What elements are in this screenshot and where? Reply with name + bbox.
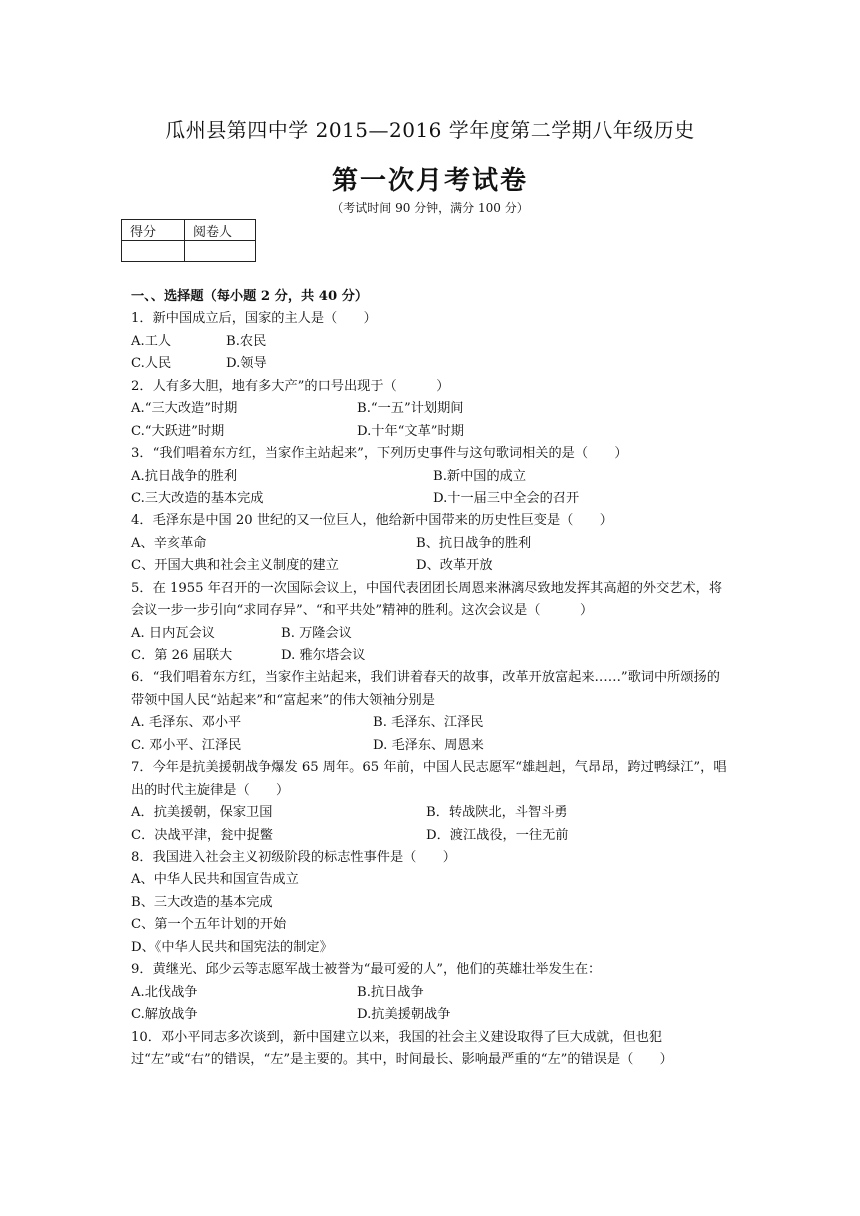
option-row	[131, 555, 731, 577]
option: D、《中华人民共和国宪法的制定》	[131, 939, 333, 955]
question-stem: 1．新中国成立后，国家的主人是（ ）	[131, 311, 377, 327]
option-row	[131, 645, 731, 667]
exam-title-line1: 瓜州县第四中学 2015—2016 学年度第二学期八年级历史	[165, 118, 695, 142]
score-cell	[122, 241, 185, 262]
score-header: 得分	[122, 220, 185, 241]
option: A．抗美援朝，保家卫国	[131, 805, 273, 821]
option-row	[131, 353, 731, 375]
option: B、三大改造的基本完成	[131, 894, 273, 910]
option: C. 邓小平、江泽民	[131, 737, 242, 753]
question-stem: 9．黄继光、邱少云等志愿军战士被誉为“最可爱的人”，他们的英雄壮举发生在：	[131, 962, 602, 978]
option: C．决战平津，瓮中捉鳖	[131, 827, 273, 843]
option: B. 毛泽东、江泽民	[373, 715, 484, 731]
question-stem: 5．在 1955 年召开的一次国际会议上，中国代表团团长周恩来淋漓尽致地发挥其高超的外交艺术，将会议一步一步引向“求同存异”、“和平共处”精神的胜利。这次会议是（ ）	[131, 580, 723, 619]
exam-time-note: （考试时间 90 分钟，满分 100 分）	[331, 201, 529, 215]
option: B.新中国的成立	[433, 468, 527, 484]
question-stem: 7．今年是抗美援朝战争爆发 65 周年。65 年前，中国人民志愿军“雄赳赳，气昂昂，跨过鸭绿江”，唱出的时代主旋律是（ ）	[131, 760, 727, 798]
option: B.农民	[226, 333, 267, 349]
option: B. 万隆会议	[281, 625, 352, 641]
option: D、改革开放	[416, 558, 493, 574]
option-row	[131, 533, 731, 555]
exam-title-line2: 第一次月考试卷	[331, 166, 528, 196]
option: B．转战陕北，斗智斗勇	[426, 805, 568, 821]
question-stem: 10．邓小平同志多次谈到，新中国建立以来，我国的社会主义建设取得了巨大成就，但也犯过“左”或“右”的错误，“左”是主要的。其中，时间最长、影响最严重的“左”的错误是（ ）	[131, 1029, 673, 1067]
option: A、辛亥革命	[131, 535, 207, 551]
option-row	[131, 825, 731, 847]
option: C．第 26 届联大	[131, 648, 233, 664]
option: A.抗日战争的胜利	[131, 468, 238, 484]
option: B、抗日战争的胜利	[416, 535, 532, 551]
option: C、开国大典和社会主义制度的建立	[131, 558, 339, 574]
question-stem: 3．“我们唱着东方红，当家作主站起来”，下列历史事件与这句歌词相关的是（ ）	[131, 446, 628, 462]
option: A. 日内瓦会议	[131, 625, 215, 641]
option: B.抗日战争	[357, 984, 424, 1000]
option-row	[131, 735, 731, 757]
option-row	[131, 802, 731, 824]
option: D. 毛泽东、周恩来	[373, 737, 484, 753]
option-row	[131, 623, 731, 645]
question-stem: 4．毛泽东是中国 20 世纪的又一位巨人，他给新中国带来的历史性巨变是（ ）	[131, 513, 613, 529]
option-row	[131, 398, 731, 420]
option: D.十一届三中全会的召开	[433, 490, 580, 506]
option-row	[131, 712, 731, 734]
option: D.领导	[226, 356, 267, 372]
option: A、中华人民共和国宣告成立	[131, 872, 299, 888]
option: D. 雅尔塔会议	[281, 648, 366, 664]
option: D．渡江战役，一往无前	[426, 827, 569, 843]
option-row	[131, 331, 731, 353]
option: C.人民	[131, 356, 172, 372]
option: C、第一个五年计划的开始	[131, 917, 287, 933]
question-stem: 8．我国进入社会主义初级阶段的标志性事件是（ ）	[131, 850, 456, 866]
question-list	[131, 286, 731, 1071]
grader-cell	[185, 241, 256, 262]
option: A.北伐战争	[131, 984, 198, 1000]
grader-header: 阅卷人	[185, 220, 256, 241]
score-table	[121, 219, 256, 262]
option-row	[131, 421, 731, 443]
option: A.工人	[131, 333, 172, 349]
option-row	[131, 1004, 731, 1026]
option-row	[131, 982, 731, 1004]
option: C.解放战争	[131, 1007, 198, 1023]
option: A. 毛泽东、邓小平	[131, 715, 242, 731]
option: D.十年“文革”时期	[357, 423, 464, 439]
option: A.“三大改造”时期	[131, 401, 238, 417]
option-row	[131, 488, 731, 510]
option: C.“大跃进”时期	[131, 423, 225, 439]
option-row	[131, 466, 731, 488]
option: D.抗美援朝战争	[357, 1007, 451, 1023]
section-heading: 一、、选择题（每小题 2 分，共 40 分）	[131, 289, 369, 304]
question-stem: 2．人有多大胆，地有多大产”的口号出现于（ ）	[131, 378, 450, 394]
question-stem: 6．“我们唱着东方红，当家作主站起来，我们讲着春天的故事，改革开放富起来……”歌词中所颂扬的带领中国人民“站起来”和“富起来”的伟大领袖分别是	[131, 670, 720, 708]
option: B.“一五”计划期间	[357, 401, 464, 417]
option: C.三大改造的基本完成	[131, 490, 264, 506]
